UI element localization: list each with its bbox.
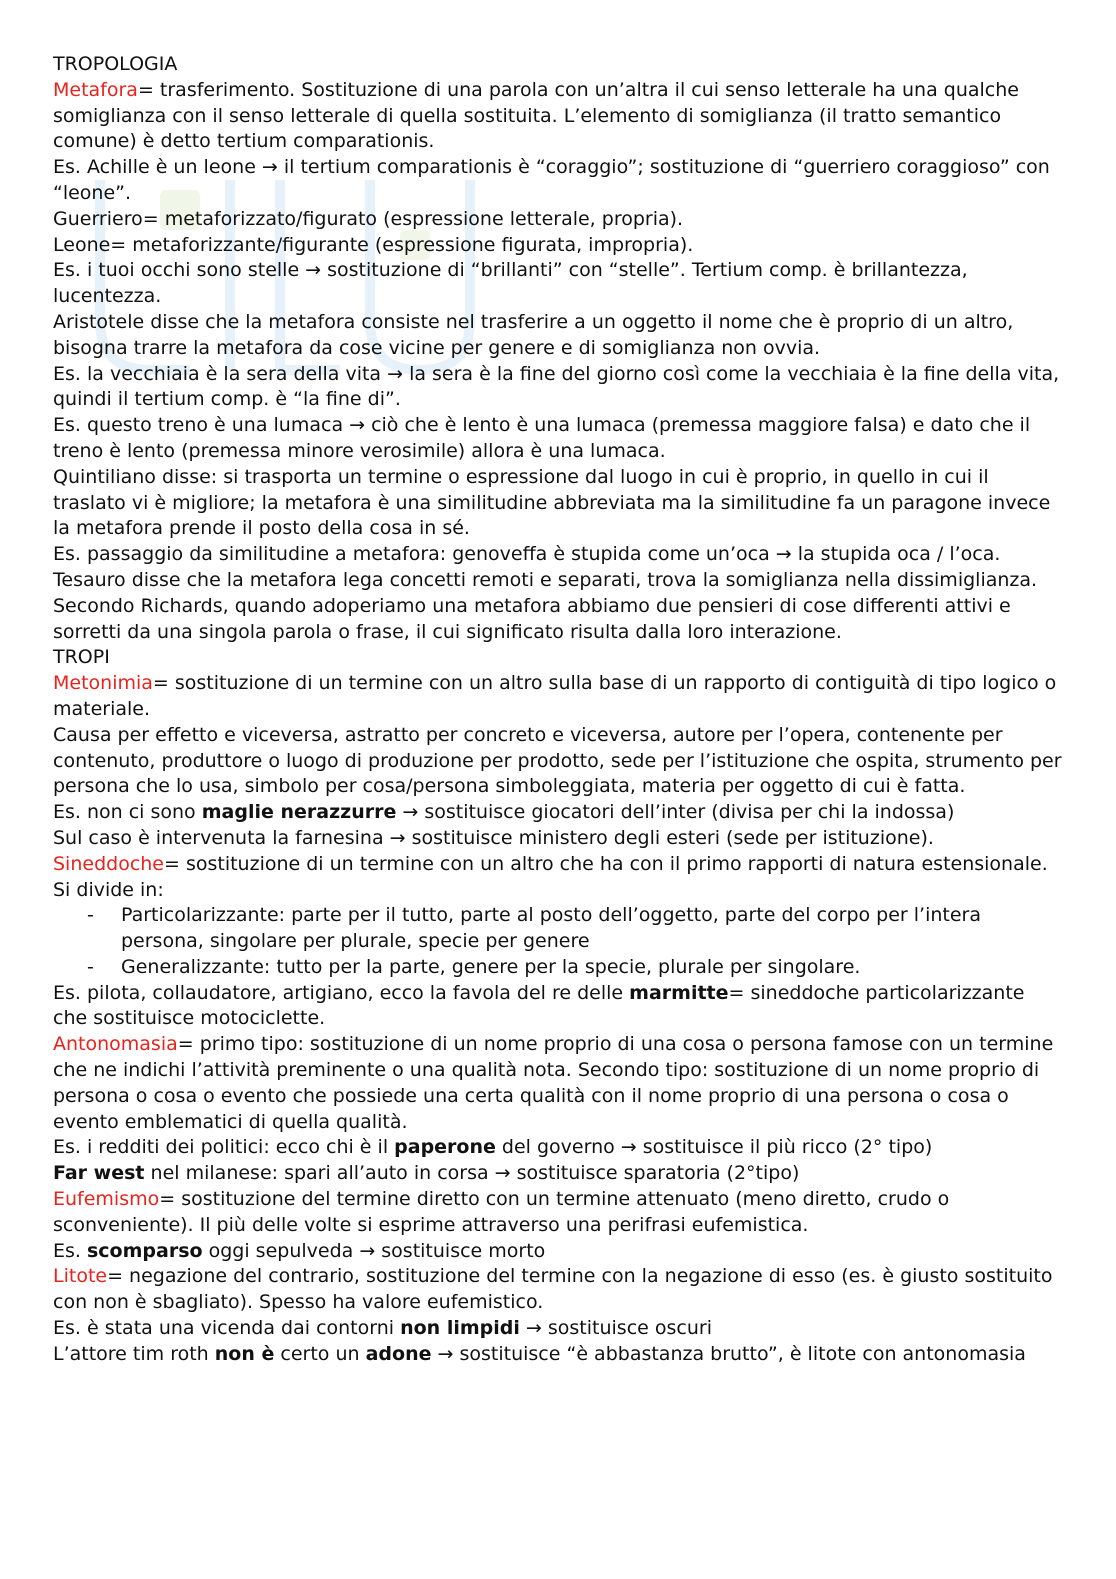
text-span: del governo → sostituisce il più ricco (2° tipo)	[495, 1136, 933, 1159]
list-item: - Particolarizzante: parte per il tutto, parte al posto dell’oggetto, parte del corpo per l’intera persona, singolare per plurale, specie per genere	[121, 903, 1063, 955]
sineddoche-list	[53, 903, 1063, 980]
text-span: → sostituisce giocatori dell’inter (divisa per chi la indossa)	[396, 801, 955, 824]
metafora-tesauro: Tesauro disse che la metafora lega concetti remoti e separati, trova la somiglianza nella dissimiglianza.	[53, 568, 1038, 591]
section-heading-tropi: TROPI	[53, 646, 110, 669]
sineddoche-def-text: = sostituzione di un termine con un altro che ha con il primo rapporti di natura estensionale. Si divide in:	[53, 852, 1048, 901]
metonimia-example-farnesina: Sul caso è intervenuta la farnesina → sostituisce ministero degli esteri (sede per istituzione).	[53, 826, 934, 849]
text-span: certo un	[274, 1342, 366, 1365]
eufemismo-definition	[53, 1187, 1063, 1239]
bold-span: Far west	[53, 1162, 145, 1185]
metonimia-list: Causa per effetto e viceversa, astratto per concreto e viceversa, autore per l’opera, contenente per contenuto, produttore o luogo di produzione per prodotto, sede per l’istituzione che ospita, strumento per persona che lo usa, simbolo per cosa/persona simboleggiata, materia per oggetto di cui è fatta.	[53, 723, 1062, 798]
bold-span: paperone	[394, 1136, 496, 1159]
term-eufemismo: Eufemismo	[53, 1188, 160, 1211]
text-span: → sostituisce oscuri	[519, 1317, 712, 1340]
bold-span: non limpidi	[400, 1317, 520, 1340]
text-span: Es. è stata una vicenda dai contorni	[53, 1317, 401, 1340]
metafora-example-achille: Es. Achille è un leone → il tertium comparationis è “coraggio”; sostituzione di “guerriero coraggioso” con “leone”.	[53, 156, 1050, 204]
metafora-example-genoveffa: Es. passaggio da similitudine a metafora: genoveffa è stupida come un’oca → la stupida oca / l’oca.	[53, 543, 1001, 566]
term-metonimia: Metonimia	[53, 672, 153, 695]
term-litote: Litote	[53, 1265, 108, 1288]
term-antonomasia: Antonomasia	[53, 1033, 178, 1056]
metafora-richards: Secondo Richards, quando adoperiamo una metafora abbiamo due pensieri di cose differenti attivi e sorretti da una singola parola o frase, il cui significato risulta dalla loro interazione.	[53, 594, 1011, 643]
text-span: Es.	[53, 1239, 87, 1262]
list-item: - Generalizzante: tutto per la parte, genere per la specie, plurale per singolare.	[121, 955, 1063, 981]
litote-def-text: = negazione del contrario, sostituzione del termine con la negazione di esso (es. è giusto sostituito con non è sbagliato). Spesso ha valore eufemistico.	[53, 1265, 1053, 1314]
litote-example-limpidi	[53, 1316, 1063, 1342]
metafora-example-stelle: Es. i tuoi occhi sono stelle → sostituzione di “brillanti” con “stelle”. Tertium comp. è brillantezza, lucentezza.	[53, 259, 968, 308]
litote-definition	[53, 1264, 1063, 1316]
document-page	[53, 52, 1063, 1368]
antonomasia-example-paperone	[53, 1135, 1063, 1161]
metafora-example-treno: Es. questo treno è una lumaca → ciò che è lento è una lumaca (premessa maggiore falsa) e dato che il treno è lento (premessa minore verosimile) allora è una lumaca.	[53, 414, 1031, 462]
metonimia-definition	[53, 671, 1063, 723]
metonimia-example-maglie	[53, 800, 1063, 826]
metafora-example-vecchiaia: Es. la vecchiaia è la sera della vita → la sera è la fine del giorno così come la vecchiaia è la fine della vita, quindi il tertium comp. è “la fine di”.	[53, 362, 1060, 411]
metafora-definition	[53, 78, 1063, 155]
bold-span: marmitte	[629, 981, 729, 1004]
text-span: Es. pilota, collaudatore, artigiano, ecco la favola del re delle	[53, 981, 630, 1004]
eufemismo-example-scomparso	[53, 1239, 1063, 1265]
metafora-def-text: = trasferimento. Sostituzione di una parola con un’altra il cui senso letterale ha una qualche somiglianza con il senso letterale di quella sostituita. L’elemento di somiglianza (il tratto semantico comune) è detto tertium comparationis.	[53, 78, 1019, 153]
text-span: Es. i redditi dei politici: ecco chi è il	[53, 1136, 395, 1159]
metafora-guerriero: Guerriero= metaforizzato/figurato (espressione letterale, propria).	[53, 207, 684, 230]
text-span: L’attore tim roth	[53, 1342, 215, 1365]
text-span: → sostituisce “è abbastanza brutto”, è litote con antonomasia	[431, 1342, 1026, 1365]
term-metafora: Metafora	[53, 78, 138, 101]
text-span: nel milanese: spari all’auto in corsa → sostituisce sparatoria (2°tipo)	[144, 1162, 800, 1185]
text-span: Es. non ci sono	[53, 801, 202, 824]
bold-span: maglie nerazzurre	[201, 801, 397, 824]
antonomasia-definition	[53, 1032, 1063, 1135]
text-span: = sineddoche particolarizzante che sostituisce motociclette.	[53, 981, 1025, 1030]
bold-span: non è	[214, 1342, 275, 1365]
litote-example-adone	[53, 1342, 1063, 1368]
bold-span: scomparso	[86, 1239, 203, 1262]
term-sineddoche: Sineddoche	[53, 852, 164, 875]
metafora-aristotele: Aristotele disse che la metafora consiste nel trasferire a un oggetto il nome che è proprio di un altro, bisogna trarre la metafora da cose vicine per genere e di somiglianza non ovvia.	[53, 310, 1014, 359]
metafora-quintiliano: Quintiliano disse: si trasporta un termine o espressione dal luogo in cui è proprio, in quello in cui il traslato vi è migliore; la metafora è una similitudine abbreviata ma la similitudine fa un paragone invece la metafora prende il posto della cosa in sé.	[53, 465, 1051, 540]
sineddoche-example-marmitte	[53, 981, 1063, 1033]
eufemismo-def-text: = sostituzione del termine diretto con un termine attenuato (meno diretto, crudo o sconveniente). Il più delle volte si esprime attraverso una perifrasi eufemistica.	[53, 1188, 950, 1236]
antonomasia-example-farwest	[53, 1161, 1063, 1187]
sineddoche-definition	[53, 852, 1063, 904]
doc-title: TROPOLOGIA	[53, 53, 178, 75]
text-span: oggi sepulveda → sostituisce morto	[202, 1239, 546, 1262]
metonimia-def-text: = sostituzione di un termine con un altro sulla base di un rapporto di contiguità di tipo logico o materiale.	[53, 672, 1057, 720]
bold-span: adone	[365, 1342, 432, 1365]
metafora-leone: Leone= metaforizzante/figurante (espressione figurata, impropria).	[53, 233, 694, 256]
antonomasia-def-text: = primo tipo: sostituzione di un nome proprio di una cosa o persona famose con un termine che ne indichi l’attività preminente o una qualità nota. Secondo tipo: sostituzione di un nome proprio di persona o cosa o evento che possiede una certa qualità con il nome proprio di una persona o cosa o evento emblematici di quella qualità.	[53, 1033, 1054, 1133]
